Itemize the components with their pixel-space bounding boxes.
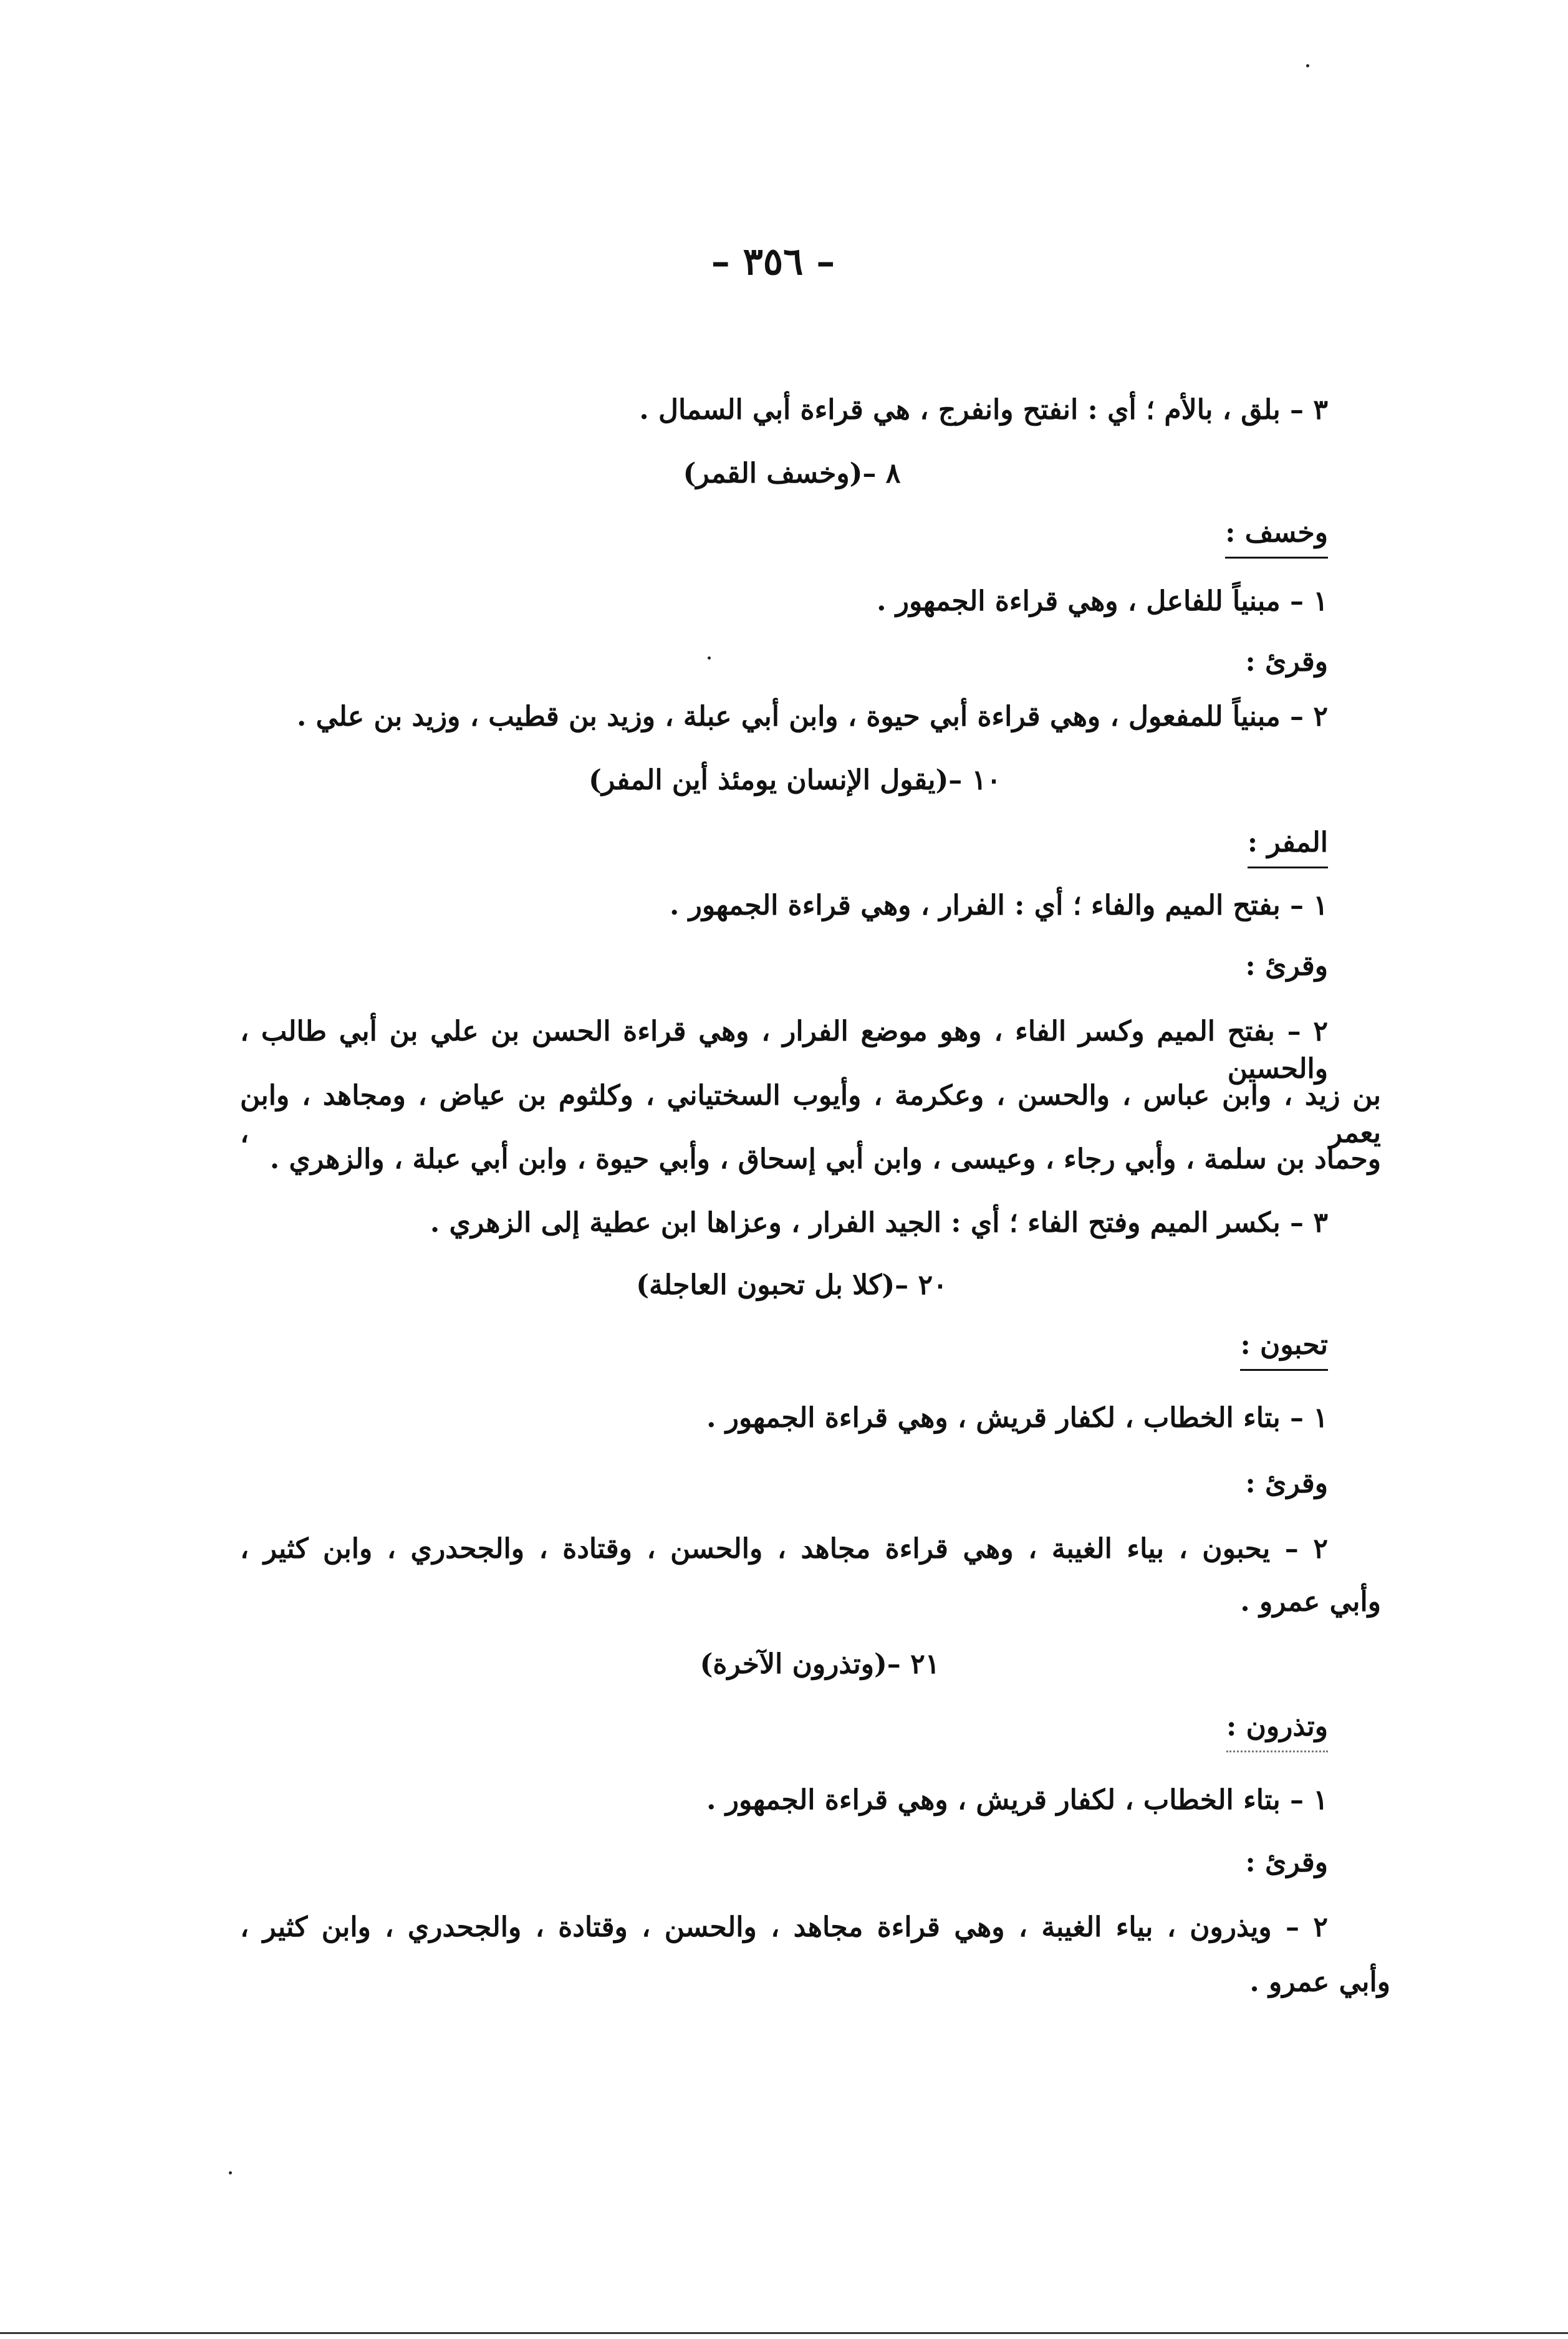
text-line: وحماد بن سلمة ، وأبي رجاء ، وعيسى ، وابن أبي إسحاق ، وأبي حيوة ، وابن أبي عبلة ، والزهري . xyxy=(269,1143,1381,1175)
text-line: بن زيد ، وابن عباس ، والحسن ، وعكرمة ، وأيوب السختياني ، وكلثوم بن عياض ، ومجاهد ، وابن يعمر ، xyxy=(240,1080,1381,1149)
word-subheading: تحبون : xyxy=(1240,1327,1328,1371)
verse-heading: ٢٠ –(كلا بل تحبون العاجلة) xyxy=(636,1269,948,1301)
word-subheading: وخسف : xyxy=(1225,514,1328,559)
text-line: ١ – مبنياً للفاعل ، وهي قراءة الجمهور . xyxy=(877,585,1328,617)
scan-speck xyxy=(708,656,711,660)
text-line: وقرئ : xyxy=(1245,1467,1328,1499)
scan-speck xyxy=(1306,64,1309,67)
text-line: ١ – بفتح الميم والفاء ؛ أي : الفرار ، وهي قراءة الجمهور . xyxy=(669,890,1328,921)
verse-heading: ٨ –(وخسف القمر) xyxy=(683,458,901,489)
text-line: وقرئ : xyxy=(1245,950,1328,982)
page-number: – ٣٥٦ – xyxy=(711,240,835,284)
word-subheading: المفر : xyxy=(1248,824,1328,868)
scan-speck xyxy=(229,2171,232,2174)
text-line: ٢ – يحبون ، بياء الغيبة ، وهي قراءة مجاهد ، والحسن ، وقتادة ، والجحدري ، وابن كثير ، xyxy=(240,1533,1328,1565)
bottom-border-line xyxy=(0,2332,1568,2334)
text-line: ١ – بتاء الخطاب ، لكفار قريش ، وهي قراءة الجمهور . xyxy=(706,1784,1328,1816)
text-line: ١ – بتاء الخطاب ، لكفار قريش ، وهي قراءة الجمهور . xyxy=(706,1402,1328,1434)
text-line: وأبي عمرو . xyxy=(1249,1966,1390,1998)
word-subheading: وتذرون : xyxy=(1226,1708,1328,1752)
text-line: ٣ – بلق ، بالأم ؛ أي : انفتح وانفرج ، هي قراءة أبي السمال . xyxy=(639,394,1328,426)
verse-heading: ١٠ –(يقول الإنسان يومئذ أين المفر) xyxy=(589,764,1001,796)
text-line: ٣ – بكسر الميم وفتح الفاء ؛ أي : الجيد الفرار ، وعزاها ابن عطية إلى الزهري . xyxy=(430,1207,1328,1239)
text-line: ٢ – بفتح الميم وكسر الفاء ، وهو موضع الفرار ، وهي قراءة الحسن بن علي بن أبي طالب ، والحسين xyxy=(240,1016,1328,1085)
text-line: ٢ – مبنياً للمفعول ، وهي قراءة أبي حيوة ، وابن أبي عبلة ، وزيد بن قطيب ، وزيد بن علي . xyxy=(297,701,1328,732)
text-line: وقرئ : xyxy=(1245,1847,1328,1878)
verse-heading: ٢١ –(وتذرون الآخرة) xyxy=(700,1648,940,1680)
text-line: ٢ – ويذرون ، بياء الغيبة ، وهي قراءة مجاهد ، والحسن ، وقتادة ، والجحدري ، وابن كثير ، xyxy=(240,1911,1328,1943)
text-line: وأبي عمرو . xyxy=(1240,1586,1381,1618)
text-line: وقرئ : xyxy=(1245,646,1328,678)
